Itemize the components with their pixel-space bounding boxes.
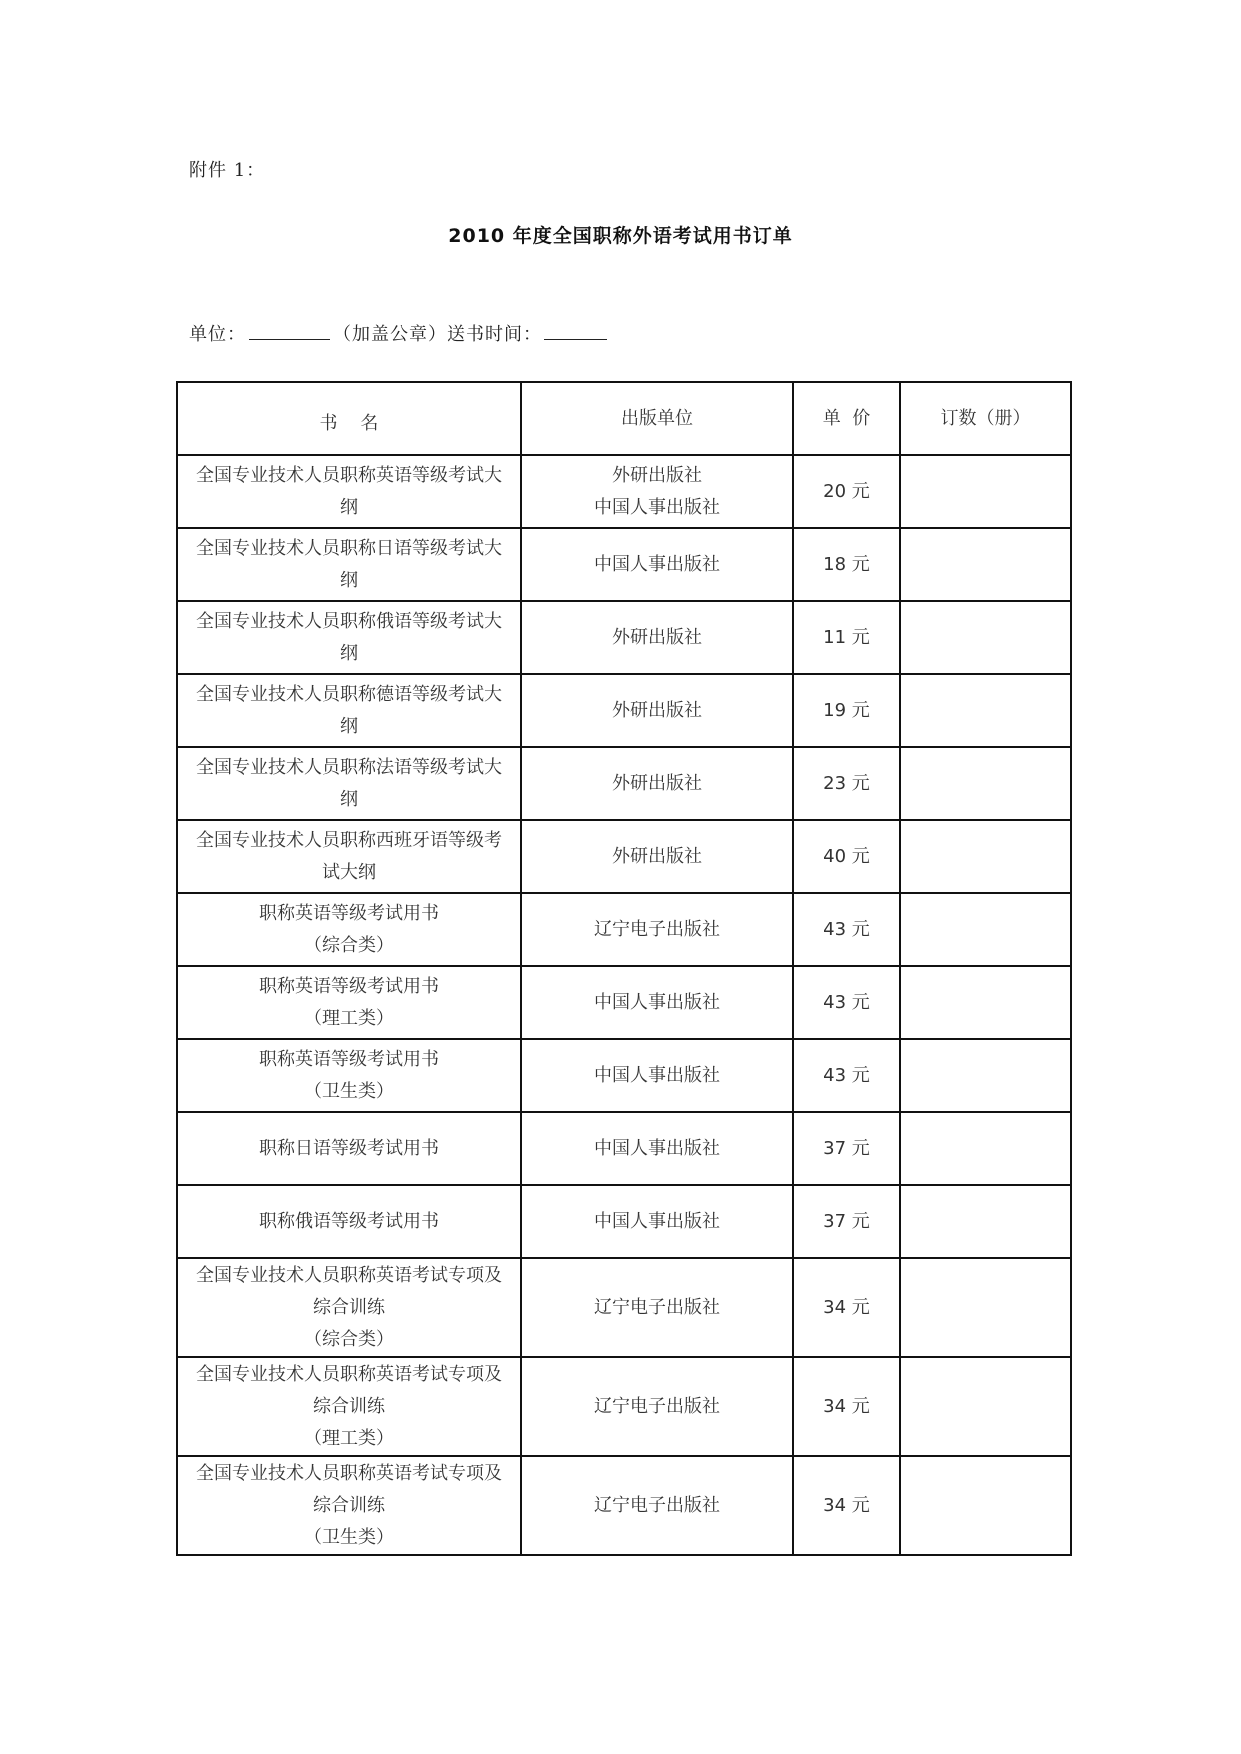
book-name-cell — [177, 1185, 521, 1258]
book-name-cell — [177, 674, 521, 747]
book-name-line: 全国专业技术人员职称英语考试专项及 — [196, 1264, 502, 1286]
order-count-cell[interactable] — [900, 820, 1071, 893]
publisher-cell — [521, 966, 793, 1039]
book-name-line: 纲 — [340, 715, 358, 737]
book-name-line: 职称英语等级考试用书 — [259, 902, 439, 924]
book-name-line: 职称俄语等级考试用书 — [259, 1210, 439, 1232]
book-name-line: 全国专业技术人员职称德语等级考试大 — [196, 683, 502, 705]
book-name-cell — [177, 1258, 521, 1357]
unit-price-cell: 43 元 — [793, 1039, 900, 1112]
book-name-line: （理工类） — [304, 1007, 394, 1029]
unit-price-cell: 20 元 — [793, 455, 900, 528]
table-row — [177, 893, 1071, 966]
table-row — [177, 1258, 1071, 1357]
book-name-cell — [177, 1112, 521, 1185]
table-row — [177, 528, 1071, 601]
unit-blank-field[interactable] — [249, 321, 330, 340]
book-name-cell — [177, 1456, 521, 1555]
table-row — [177, 455, 1071, 528]
page-title: 2010 年度全国职称外语考试用书订单 — [448, 225, 793, 247]
publisher-line: 中国人事出版社 — [594, 991, 720, 1013]
order-count-cell[interactable] — [900, 601, 1071, 674]
unit-price-cell: 19 元 — [793, 674, 900, 747]
unit-price-cell: 34 元 — [793, 1357, 900, 1456]
header-book-name: 书 名 — [177, 382, 521, 455]
publisher-line: 中国人事出版社 — [594, 553, 720, 575]
book-name-line: 全国专业技术人员职称法语等级考试大 — [196, 756, 502, 778]
book-name-cell — [177, 893, 521, 966]
table-row — [177, 674, 1071, 747]
publisher-line: 辽宁电子出版社 — [594, 1296, 720, 1318]
order-count-cell[interactable] — [900, 1357, 1071, 1456]
table-row — [177, 1039, 1071, 1112]
book-name-line: 综合训练 — [313, 1296, 385, 1318]
book-name-line: （理工类） — [304, 1427, 394, 1449]
table-row — [177, 820, 1071, 893]
unit-price-cell: 37 元 — [793, 1185, 900, 1258]
book-name-cell — [177, 966, 521, 1039]
book-name-line: 综合训练 — [313, 1395, 385, 1417]
table-row — [177, 1185, 1071, 1258]
table-row — [177, 747, 1071, 820]
book-name-line: 职称英语等级考试用书 — [259, 975, 439, 997]
book-name-line: 职称英语等级考试用书 — [259, 1048, 439, 1070]
unit-price-cell: 34 元 — [793, 1258, 900, 1357]
book-name-line: 全国专业技术人员职称英语考试专项及 — [196, 1462, 502, 1484]
publisher-line: 辽宁电子出版社 — [594, 1494, 720, 1516]
book-name-line: 综合训练 — [313, 1494, 385, 1516]
unit-price-cell: 18 元 — [793, 528, 900, 601]
header-publisher: 出版单位 — [521, 382, 793, 455]
attachment-label: 附件 1： — [189, 160, 266, 181]
book-name-line: （综合类） — [304, 934, 394, 956]
book-name-cell — [177, 1357, 521, 1456]
delivery-time-blank-field[interactable] — [544, 321, 607, 340]
order-count-cell[interactable] — [900, 1456, 1071, 1555]
order-count-cell[interactable] — [900, 1185, 1071, 1258]
header-unit-price: 单 价 — [793, 382, 900, 455]
publisher-line: 外研出版社 — [612, 464, 702, 486]
book-name-line: 纲 — [340, 569, 358, 591]
publisher-cell — [521, 528, 793, 601]
publisher-cell — [521, 1112, 793, 1185]
unit-price-cell: 43 元 — [793, 966, 900, 1039]
unit-price-cell: 34 元 — [793, 1456, 900, 1555]
book-name-line: 全国专业技术人员职称英语考试专项及 — [196, 1363, 502, 1385]
book-name-line: 全国专业技术人员职称日语等级考试大 — [196, 537, 502, 559]
publisher-cell — [521, 455, 793, 528]
publisher-line: 外研出版社 — [612, 626, 702, 648]
publisher-line: 中国人事出版社 — [594, 1137, 720, 1159]
order-count-cell[interactable] — [900, 528, 1071, 601]
unit-price-cell: 23 元 — [793, 747, 900, 820]
publisher-line: 中国人事出版社 — [594, 1210, 720, 1232]
order-count-cell[interactable] — [900, 747, 1071, 820]
publisher-cell — [521, 1456, 793, 1555]
table-row — [177, 601, 1071, 674]
order-count-cell[interactable] — [900, 1258, 1071, 1357]
publisher-line: 中国人事出版社 — [594, 1064, 720, 1086]
unit-label: 单位： — [189, 324, 246, 345]
order-count-cell[interactable] — [900, 893, 1071, 966]
unit-price-cell: 37 元 — [793, 1112, 900, 1185]
order-count-cell[interactable] — [900, 455, 1071, 528]
table-header-row — [177, 382, 1071, 455]
book-name-line: 纲 — [340, 496, 358, 518]
publisher-cell — [521, 1357, 793, 1456]
publisher-cell — [521, 1185, 793, 1258]
book-name-line: （卫生类） — [304, 1080, 394, 1102]
order-count-cell[interactable] — [900, 1112, 1071, 1185]
book-name-line: 职称日语等级考试用书 — [259, 1137, 439, 1159]
publisher-cell — [521, 674, 793, 747]
book-name-line: （卫生类） — [304, 1526, 394, 1548]
publisher-line: 辽宁电子出版社 — [594, 1395, 720, 1417]
unit-price-cell: 43 元 — [793, 893, 900, 966]
book-name-line: 纲 — [340, 642, 358, 664]
order-count-cell[interactable] — [900, 1039, 1071, 1112]
book-name-line: 全国专业技术人员职称英语等级考试大 — [196, 464, 502, 486]
order-info-line — [189, 320, 607, 346]
publisher-cell — [521, 601, 793, 674]
book-name-line: （综合类） — [304, 1328, 394, 1350]
book-name-cell — [177, 1039, 521, 1112]
book-name-cell — [177, 820, 521, 893]
book-name-cell — [177, 747, 521, 820]
book-name-cell — [177, 528, 521, 601]
publisher-line: 外研出版社 — [612, 699, 702, 721]
order-count-cell[interactable] — [900, 674, 1071, 747]
publisher-cell — [521, 747, 793, 820]
publisher-cell — [521, 893, 793, 966]
publisher-cell — [521, 1258, 793, 1357]
book-name-line: 全国专业技术人员职称俄语等级考试大 — [196, 610, 502, 632]
book-name-line: 全国专业技术人员职称西班牙语等级考 — [196, 829, 502, 851]
table-row — [177, 1357, 1071, 1456]
seal-delivery-label: （加盖公章）送书时间： — [333, 324, 542, 345]
publisher-line: 外研出版社 — [612, 845, 702, 867]
publisher-line: 辽宁电子出版社 — [594, 918, 720, 940]
book-name-line: 纲 — [340, 788, 358, 810]
unit-price-cell: 11 元 — [793, 601, 900, 674]
header-order-count: 订数（册） — [900, 382, 1071, 455]
table-row — [177, 1112, 1071, 1185]
table-row — [177, 966, 1071, 1039]
publisher-line: 中国人事出版社 — [594, 496, 720, 518]
order-table — [176, 381, 1072, 1556]
book-name-cell — [177, 601, 521, 674]
publisher-line: 外研出版社 — [612, 772, 702, 794]
book-name-cell — [177, 455, 521, 528]
table-row — [177, 1456, 1071, 1555]
order-count-cell[interactable] — [900, 966, 1071, 1039]
unit-price-cell: 40 元 — [793, 820, 900, 893]
book-name-line: 试大纲 — [322, 861, 376, 883]
publisher-cell — [521, 1039, 793, 1112]
publisher-cell — [521, 820, 793, 893]
